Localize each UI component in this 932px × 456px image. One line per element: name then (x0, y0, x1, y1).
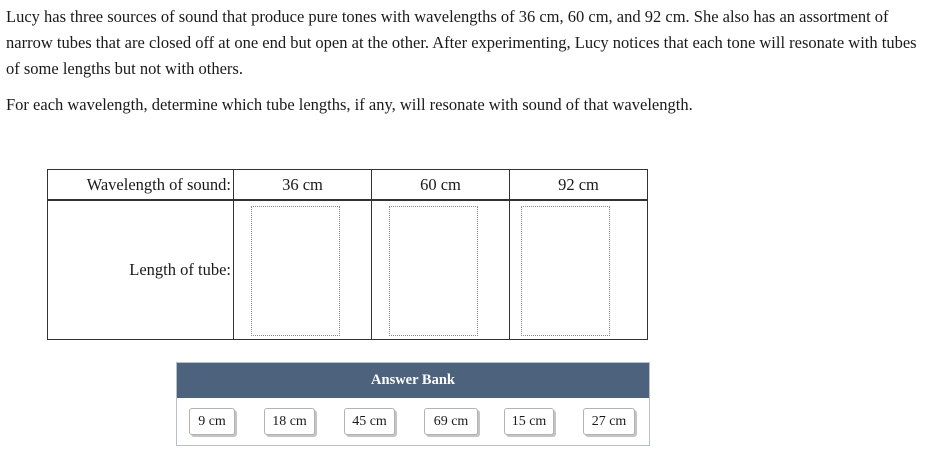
column-header-60cm: 60 cm (372, 170, 510, 201)
drop-cell-92cm (510, 201, 647, 339)
wavelength-header-label: Wavelength of sound: (48, 170, 234, 201)
answer-chip-9cm[interactable]: 9 cm (189, 408, 235, 435)
question-paragraph-1: Lucy has three sources of sound that produce pure tones with wavelengths of 36 cm, 60 cm, and 92 cm. She also has an assortment of narrow tubes that are closed off at one end but open at the other. After experimenting, Lucy notices that each tone will resonate with tubes of some lengths but not with others. (6, 7, 917, 78)
dropzone-92cm[interactable] (521, 206, 610, 336)
answer-bank (176, 362, 650, 446)
question-paragraph-2: For each wavelength, determine which tube lengths, if any, will resonate with sound of that wavelength. (6, 95, 693, 114)
answer-bank-items (177, 398, 649, 445)
drop-cell-36cm (234, 201, 372, 339)
dropzone-36cm[interactable] (251, 206, 340, 336)
answer-bank-title: Answer Bank (177, 363, 649, 398)
answer-chip-45cm[interactable]: 45 cm (344, 408, 395, 435)
answer-chip-69cm[interactable]: 69 cm (424, 408, 478, 435)
tube-length-row-label: Length of tube: (48, 201, 234, 339)
column-header-36cm: 36 cm (234, 170, 372, 201)
answer-chip-27cm[interactable]: 27 cm (583, 408, 635, 435)
answer-chip-15cm[interactable]: 15 cm (504, 408, 554, 435)
answer-chip-18cm[interactable]: 18 cm (264, 408, 315, 435)
column-header-92cm: 92 cm (510, 170, 647, 201)
dropzone-60cm[interactable] (389, 206, 478, 336)
wavelength-table (47, 169, 648, 340)
drop-cell-60cm (372, 201, 510, 339)
